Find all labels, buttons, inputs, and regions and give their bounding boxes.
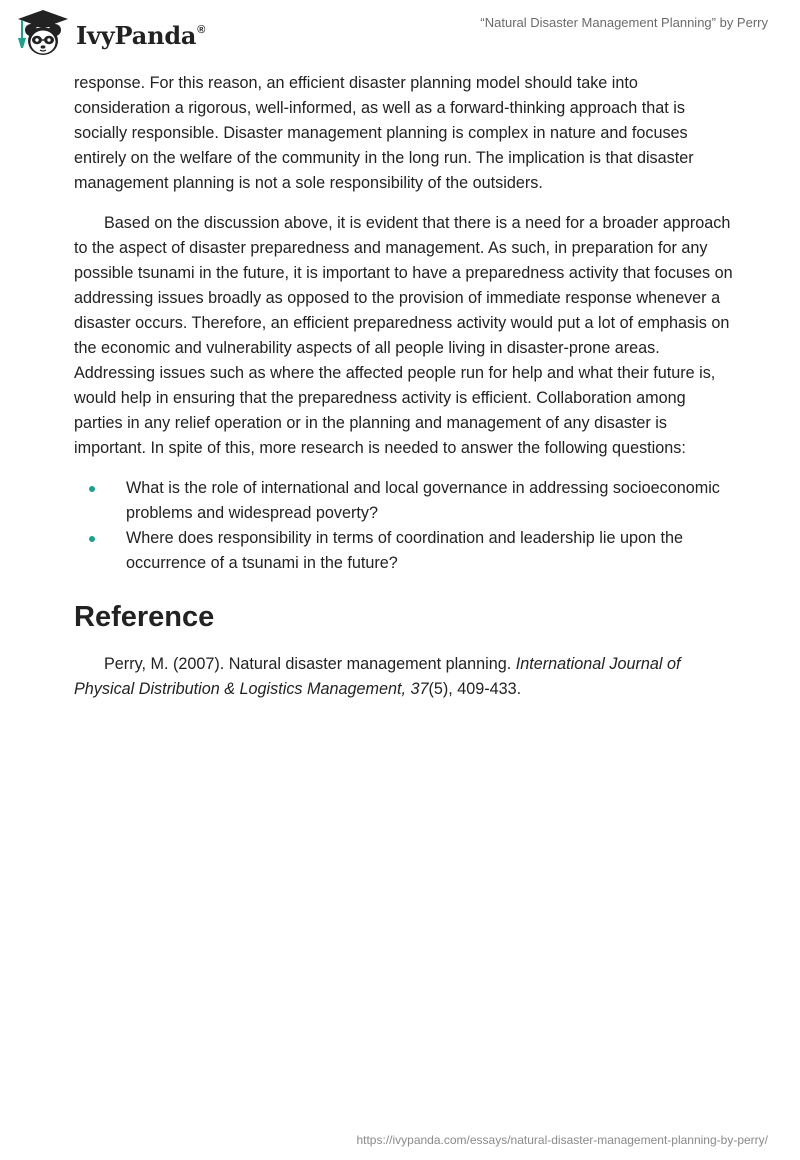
question-text: Where does responsibility in terms of coordination and leadership lie upon the occurrence of a tsunami in the future? [126,529,683,572]
citation-authors-title: Perry, M. (2007). Natural disaster management planning. [104,655,516,673]
document-title: “Natural Disaster Management Planning” by Perry [480,15,768,30]
panda-graduation-cap-icon [14,8,72,58]
reference-citation [74,652,734,702]
body-paragraph-1: response. For this reason, an efficient disaster planning model should take into consideration a rigorous, well-informed, as well as a forward-thinking approach that is socially responsible. Disaster management planning is complex in nature and focuses entirely on the welfare of the community in the long run. The implication is that disaster management planning is not a sole responsibility of the outsiders. [74,74,694,192]
reference-heading: Reference [74,601,215,633]
page-header [0,0,800,70]
citation-journal: International Journal of Physical Distribution & Logistics Management, 37 [74,655,681,698]
essay-content [74,71,734,702]
question-text: What is the role of international and local governance in addressing socioeconomic problems and widespread poverty? [126,479,720,522]
list-item [74,526,734,576]
bullet-icon [89,536,95,542]
list-item [74,476,734,526]
bullet-icon [89,486,95,492]
research-questions-list [74,476,734,576]
body-paragraph-2: Based on the discussion above, it is evident that there is a need for a broader approach to the aspect of disaster preparedness and management. As such, in preparation for any possible tsunami in the future, it is important to have a preparedness activity that focuses on addressing issues broadly as opposed to the provision of immediate response whenever a disaster occurs. Therefore, an efficient preparedness activity would put a lot of emphasis on the economic and vulnerability aspects of all people living in disaster-prone areas. Addressing issues such as where the affected people run for help and what their future is, would help in ensuring that the preparedness activity is efficient. Collaboration among parties in any relief operation or in the planning and management of any disaster is important. In spite of this, more research is needed to answer the following questions: [74,214,733,457]
brand-logo[interactable] [14,8,205,58]
citation-issue-pages: (5), 409-433. [428,680,522,698]
registered-mark: ® [197,23,206,36]
brand-name: IvyPanda® [76,20,206,50]
source-url-link[interactable]: https://ivypanda.com/essays/natural-disaster-management-planning-by-perry/ [356,1133,768,1147]
